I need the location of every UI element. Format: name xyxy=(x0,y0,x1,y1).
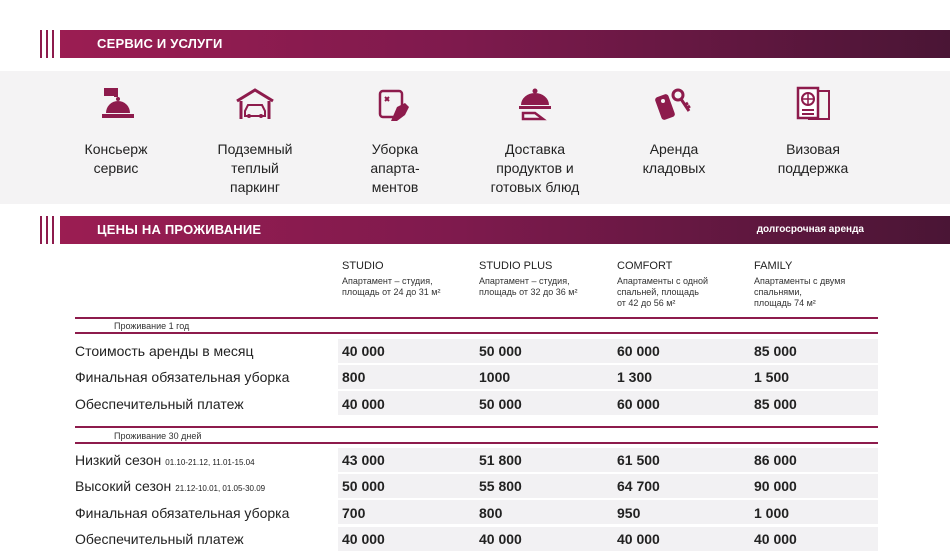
service-line: поддержка xyxy=(777,160,849,176)
row-label xyxy=(75,478,265,494)
row-background xyxy=(338,474,878,498)
column-studio-plus xyxy=(479,259,619,298)
service-line: ментов xyxy=(371,179,419,195)
price-cell: 40 000 xyxy=(342,396,385,412)
price-cell: 50 000 xyxy=(479,396,522,412)
column-name: STUDIO PLUS xyxy=(479,260,553,272)
row-label: Финальная обязательная уборка xyxy=(75,505,290,521)
price-cell: 800 xyxy=(342,369,366,385)
service-line: сервис xyxy=(93,160,139,176)
service-line: продуктов и xyxy=(496,160,574,176)
row-background xyxy=(338,391,878,415)
row-background xyxy=(338,365,878,389)
price-cell: 86 000 xyxy=(754,452,797,468)
column-desc-line: Апартаменты с двумя xyxy=(754,276,846,286)
column-comfort xyxy=(617,259,757,309)
services-header xyxy=(40,30,950,58)
column-desc-line: спальней, площадь xyxy=(617,287,699,297)
row-label: Стоимость аренды в месяц xyxy=(75,343,254,359)
price-cell: 40 000 xyxy=(617,531,660,547)
price-cell: 85 000 xyxy=(754,343,797,359)
column-name: COMFORT xyxy=(617,260,673,272)
garage-icon xyxy=(235,85,275,125)
food-tray-icon xyxy=(515,85,555,125)
service-line: готовых блюд xyxy=(490,179,580,195)
services-title: СЕРВИС И УСЛУГИ xyxy=(97,36,223,51)
column-desc-line: Апартаменты с одной xyxy=(617,276,709,286)
column-family xyxy=(754,259,894,309)
price-cell: 64 700 xyxy=(617,478,660,494)
column-name: FAMILY xyxy=(754,260,793,272)
price-cell: 700 xyxy=(342,505,366,521)
header-stripes xyxy=(40,30,60,58)
group-divider-top xyxy=(75,317,878,319)
price-cell: 1000 xyxy=(479,369,511,385)
service-line: апарта- xyxy=(370,160,420,176)
row-label xyxy=(75,452,255,468)
group-divider-bottom xyxy=(75,442,878,444)
row-label: Финальная обязательная уборка xyxy=(75,369,290,385)
price-cell: 40 000 xyxy=(754,531,797,547)
group-divider-bottom xyxy=(75,332,878,334)
row-label: Обеспечительный платеж xyxy=(75,396,244,412)
prices-title: ЦЕНЫ НА ПРОЖИВАНИЕ xyxy=(97,222,262,237)
price-cell: 800 xyxy=(479,505,503,521)
column-desc-line: от 42 до 56 м² xyxy=(617,298,676,308)
price-cell: 55 800 xyxy=(479,478,522,494)
prices-header xyxy=(40,216,950,244)
price-cell: 85 000 xyxy=(754,396,797,412)
price-cell: 90 000 xyxy=(754,478,797,494)
service-line: кладовых xyxy=(642,160,706,176)
service-line: Консьерж xyxy=(84,141,148,157)
column-desc-line: площадь 74 м² xyxy=(754,298,816,308)
column-studio xyxy=(342,259,482,298)
row-background xyxy=(338,527,878,551)
service-line: Доставка xyxy=(504,141,566,157)
cleaning-icon xyxy=(375,85,415,125)
service-line: Аренда xyxy=(649,141,699,157)
price-cell: 950 xyxy=(617,505,641,521)
price-cell: 60 000 xyxy=(617,343,660,359)
column-desc-line: площадь от 32 до 36 м² xyxy=(479,287,578,297)
group-label-1-year: Проживание 1 год xyxy=(114,321,190,331)
row-label-text: Высокий сезон xyxy=(75,478,172,494)
service-line: теплый xyxy=(231,160,279,176)
price-cell: 60 000 xyxy=(617,396,660,412)
group-divider-top xyxy=(75,426,878,428)
concierge-bell-icon xyxy=(96,85,136,125)
column-desc-line: спальнями, xyxy=(754,287,802,297)
column-name: STUDIO xyxy=(342,260,384,272)
season-dates: 21.12-10.01, 01.05-30.09 xyxy=(175,484,266,493)
passport-icon xyxy=(793,85,833,125)
price-cell: 40 000 xyxy=(479,531,522,547)
row-background xyxy=(338,448,878,472)
column-desc-line: площадь от 24 до 31 м² xyxy=(342,287,441,297)
row-background xyxy=(338,500,878,524)
service-line: Подземный xyxy=(217,141,293,157)
season-dates: 01.10-21.12, 11.01-15.04 xyxy=(165,458,255,467)
price-cell: 1 500 xyxy=(754,369,790,385)
price-cell: 40 000 xyxy=(342,343,385,359)
header-stripes xyxy=(40,216,60,244)
row-label-text: Низкий сезон xyxy=(75,452,162,468)
row-label: Обеспечительный платеж xyxy=(75,531,244,547)
price-cell: 40 000 xyxy=(342,531,385,547)
rental-type-note: долгосрочная аренда xyxy=(756,224,864,235)
service-line: Визовая xyxy=(786,141,840,157)
price-cell: 1 000 xyxy=(754,505,790,521)
price-cell: 50 000 xyxy=(479,343,522,359)
price-cell: 43 000 xyxy=(342,452,385,468)
key-tag-icon xyxy=(654,85,694,125)
group-label-30-days: Проживание 30 дней xyxy=(114,431,202,441)
price-cell: 1 300 xyxy=(617,369,653,385)
service-line: Уборка xyxy=(371,141,419,157)
column-desc-line: Апартамент – студия, xyxy=(479,276,570,286)
services-panel xyxy=(0,71,950,204)
price-cell: 51 800 xyxy=(479,452,522,468)
price-cell: 61 500 xyxy=(617,452,660,468)
row-background xyxy=(338,339,878,363)
price-cell: 50 000 xyxy=(342,478,385,494)
column-desc-line: Апартамент – студия, xyxy=(342,276,433,286)
service-line: паркинг xyxy=(230,179,280,195)
